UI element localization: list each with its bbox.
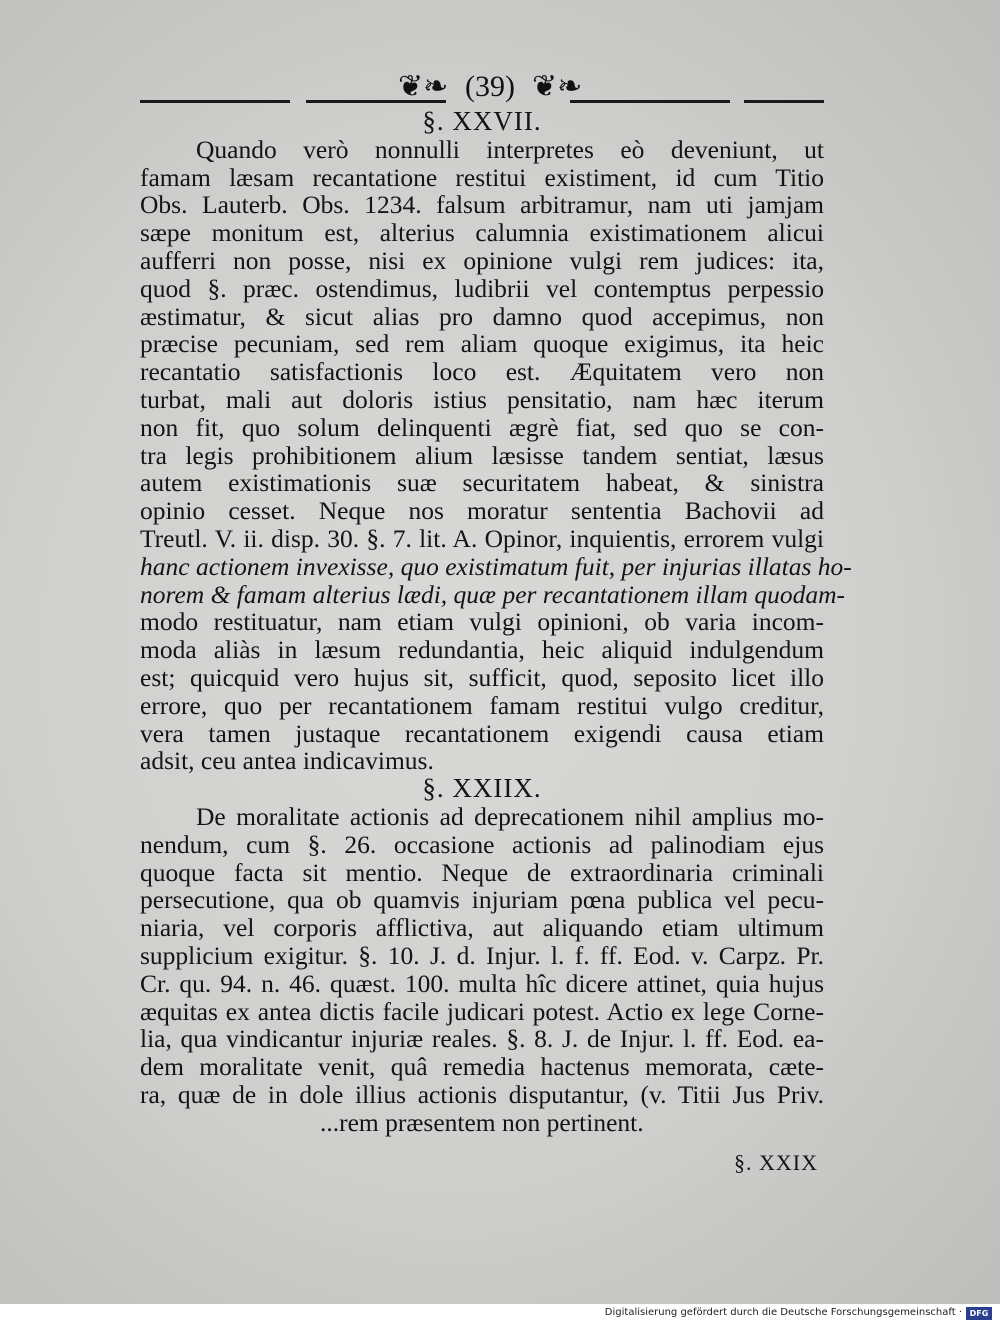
page-header — [140, 68, 824, 108]
text-line: est; quicquid vero hujus sit, sufficit, quod, seposito licet illo — [140, 662, 824, 692]
text-line: autem existimationis suæ securitatem habeat, & sinistra — [140, 468, 824, 498]
section-heading: §. XXVII. — [422, 106, 542, 136]
text-line: De moralitate actionis ad deprecationem nihil amplius mo- — [196, 801, 824, 831]
text-line: præcise pecuniam, sed rem aliam quoque exigimus, ita heic — [140, 329, 824, 359]
text-line: lia, qua vindicantur injuriæ reales. §. 8. J. de Injur. l. ff. Eod. ea- — [140, 1024, 824, 1054]
text-line: errore, quo per recantationem famam restitui vulgo creditur, — [140, 690, 824, 720]
section-paragraph — [140, 803, 824, 1137]
text-line: vera tamen justaque recantationem exigendi causa etiam — [140, 718, 824, 748]
text-line: hanc actionem invexisse, quo existimatum fuit, per injurias illatas ho- — [140, 551, 852, 581]
text-line: æstimatur, & sicut alias pro damno quod accepimus, non — [140, 301, 824, 331]
text-line: supplicium exigitur. §. 10. J. d. Injur. l. f. ff. Eod. v. Carpz. Pr. — [140, 940, 824, 970]
text-line: quod §. præc. ostendimus, ludibrii vel contemptus perpessio — [140, 273, 824, 303]
body-text — [140, 106, 852, 1137]
text-line: aufferri non posse, nisi ex opinione vulgi rem judices: ita, — [140, 245, 824, 275]
text-line: persecutione, qua ob quamvis injuriam pœna publica vel pecu- — [140, 885, 824, 915]
text-line: Cr. qu. 94. n. 46. quæst. 100. multa hîc dicere attinet, quia hujus — [140, 968, 824, 998]
text-line: turbat, mali aut doloris istius pensitatio, nam hæc iterum — [140, 384, 824, 414]
dfg-logo-icon: DFG — [966, 1307, 992, 1320]
text-line: sæpe monitum est, alterius calumnia existimationem alicui — [140, 218, 824, 248]
text-line: ...rem præsentem non pertinent. — [320, 1107, 644, 1137]
section-heading: §. XXIIX. — [422, 773, 542, 804]
text-line: norem & famam alterius lædi, quæ per recantationem illam quodam- — [140, 579, 845, 609]
text-line: recantatio satisfactionis loco est. Æquitatem vero non — [140, 357, 824, 387]
header-rule-right-inner — [570, 100, 730, 103]
page-number: (39) — [465, 70, 515, 103]
ornament-left-icon: ❦❧ — [398, 69, 449, 104]
text-line: modo restituatur, nam etiam vulgi opinioni, ob varia incom- — [140, 607, 824, 637]
text-line: dem moralitate venit, quâ remedia hactenus memorata, cæte- — [140, 1052, 824, 1082]
header-rule-right — [744, 100, 824, 103]
funding-credit: Digitalisierung gefördert durch die Deutsche Forschungsgemeinschaft · — [604, 1307, 962, 1318]
catchword: §. XXIX — [734, 1150, 818, 1175]
section-paragraph — [140, 134, 852, 776]
text-line: æquitas ex antea dictis facile judicari potest. Actio ex lege Corne- — [140, 996, 824, 1026]
text-line: Quando verò nonnulli interpretes eò deveniunt, ut — [196, 134, 824, 164]
text-line: famam læsam recantatione restitui existiment, id cum Titio — [140, 162, 824, 192]
ornament-right-icon: ❦❧ — [532, 69, 583, 104]
header-rule-left — [140, 100, 290, 103]
text-line: non fit, quo solum delinquenti ægrè fiat, sed quo se con- — [140, 412, 824, 442]
text-line: nendum, cum §. 26. occasione actionis ad palinodiam ejus — [140, 829, 824, 859]
text-line: quoque facta sit mentio. Neque de extraordinaria criminali — [140, 857, 824, 887]
text-line: adsit, ceu antea indicavimus. — [140, 746, 434, 776]
text-line: opinio cesset. Neque nos moratur sententia Bachovii ad — [140, 496, 824, 526]
text-line: niaria, vel corporis afflictiva, aut aliquando etiam ultimum — [140, 913, 824, 943]
text-line: ra, quæ de in dole illius actionis disputantur, (v. Titii Jus Priv. — [140, 1079, 824, 1109]
text-line: tra legis prohibitionem alium læsisse tandem sentiat, læsus — [140, 440, 824, 470]
text-line: Treutl. V. ii. disp. 30. §. 7. lit. A. Opinor, inquientis, errorem vulgi — [140, 523, 824, 553]
digitization-footer — [0, 1304, 1000, 1324]
text-line: Obs. Lauterb. Obs. 1234. falsum arbitramur, nam uti jamjam — [140, 190, 824, 220]
text-line: moda aliàs in læsum redundantia, heic aliquid indulgendum — [140, 635, 824, 665]
